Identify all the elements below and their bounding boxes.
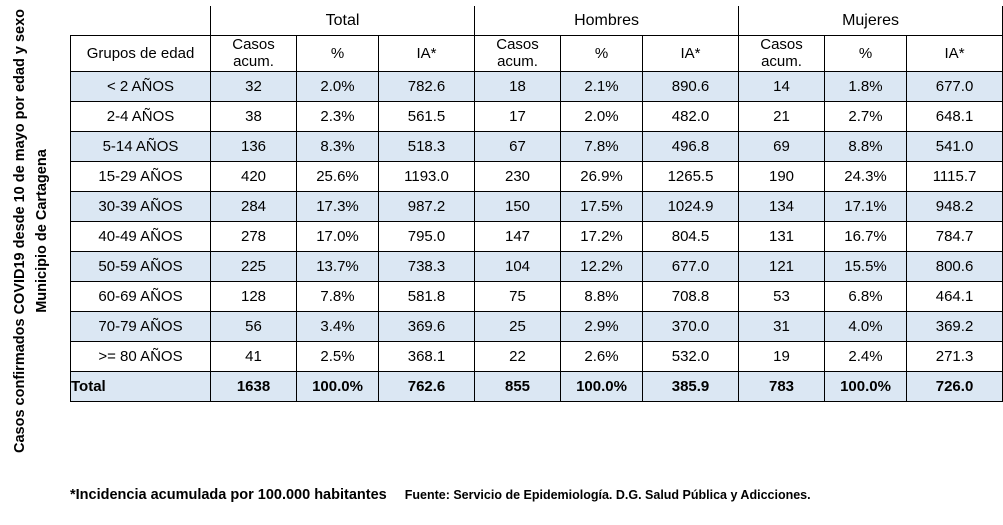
row-label: < 2 AÑOS [71,71,211,101]
footnotes [70,487,900,503]
cell-mujeres-pct: 17.1% [825,191,907,221]
cell-total-cases: 41 [211,341,297,371]
cell-mujeres-pct: 8.8% [825,131,907,161]
cell-total-cases: 420 [211,161,297,191]
cell-total-pct: 2.0% [297,71,379,101]
cell-hombres-ia: 370.0 [643,311,739,341]
cell-total-cases: 56 [211,311,297,341]
cell-total-pct: 8.3% [297,131,379,161]
row-label: 2-4 AÑOS [71,101,211,131]
cell-hombres-pct: 2.6% [561,341,643,371]
table-row [71,71,1003,101]
cell-mujeres-ia-total: 726.0 [907,371,1003,401]
side-caption-line-1: Casos confirmados COVID19 desde 10 de mayo por edad y sexo [12,8,29,454]
cell-mujeres-cases: 53 [739,281,825,311]
cell-hombres-cases: 104 [475,251,561,281]
cell-total-ia: 1193.0 [379,161,475,191]
row-label: 5-14 AÑOS [71,131,211,161]
row-label: 15-29 AÑOS [71,161,211,191]
cell-mujeres-ia: 800.6 [907,251,1003,281]
row-label: 50-59 AÑOS [71,251,211,281]
cell-mujeres-pct: 2.7% [825,101,907,131]
cell-mujeres-ia: 1115.7 [907,161,1003,191]
column-header-mujeres-pct: % [825,36,907,72]
cell-hombres-cases: 147 [475,221,561,251]
group-header-total-label: Total [325,11,360,29]
cell-hombres-pct: 2.0% [561,101,643,131]
cell-total-ia-total: 762.6 [379,371,475,401]
cell-total-pct: 17.0% [297,221,379,251]
covid-age-sex-table [70,6,1003,402]
column-header-total-ia: IA* [379,36,475,72]
group-header-mujeres-label: Mujeres [842,11,899,29]
side-caption [0,0,60,470]
group-header-mujeres [739,6,1003,36]
cell-hombres-pct: 17.2% [561,221,643,251]
row-label: 40-49 AÑOS [71,221,211,251]
row-label-total: Total [71,371,211,401]
footnote-source: Fuente: Servicio de Epidemiología. D.G. Salud Pública y Adicciones. [404,488,811,502]
group-header-total [211,6,475,36]
cell-total-pct: 13.7% [297,251,379,281]
cell-hombres-pct: 17.5% [561,191,643,221]
cell-total-ia: 738.3 [379,251,475,281]
cell-total-cases-total: 1638 [211,371,297,401]
column-header-hombres-pct: % [561,36,643,72]
row-label: 30-39 AÑOS [71,191,211,221]
cell-total-ia: 561.5 [379,101,475,131]
column-header-total-cases-line1: Casos [232,36,275,53]
cell-mujeres-ia: 648.1 [907,101,1003,131]
cell-hombres-cases: 17 [475,101,561,131]
cell-hombres-cases: 22 [475,341,561,371]
cell-mujeres-cases: 121 [739,251,825,281]
cell-mujeres-cases: 31 [739,311,825,341]
cell-mujeres-cases: 131 [739,221,825,251]
table-row [71,341,1003,371]
cell-hombres-pct: 2.9% [561,311,643,341]
sub-header-row [71,36,1003,72]
cell-mujeres-pct: 2.4% [825,341,907,371]
column-header-age-group: Grupos de edad [71,36,211,72]
column-header-hombres-ia: IA* [643,36,739,72]
cell-hombres-pct: 7.8% [561,131,643,161]
cell-hombres-pct-total: 100.0% [561,371,643,401]
cell-total-cases: 128 [211,281,297,311]
cell-mujeres-ia: 271.3 [907,341,1003,371]
table-row [71,191,1003,221]
group-header-blank [71,6,211,36]
cell-hombres-cases: 25 [475,311,561,341]
table-body [71,71,1003,401]
cell-mujeres-pct: 24.3% [825,161,907,191]
cell-total-ia: 369.6 [379,311,475,341]
column-header-total-pct: % [297,36,379,72]
cell-total-ia: 795.0 [379,221,475,251]
group-header-row [71,6,1003,36]
cell-mujeres-cases: 21 [739,101,825,131]
cell-total-pct-total: 100.0% [297,371,379,401]
cell-hombres-pct: 2.1% [561,71,643,101]
cell-total-cases: 278 [211,221,297,251]
table-row [71,281,1003,311]
table-row [71,251,1003,281]
cell-total-ia: 518.3 [379,131,475,161]
cell-total-cases: 225 [211,251,297,281]
column-header-hombres-cases [475,36,561,72]
table-row [71,101,1003,131]
cell-mujeres-cases-total: 783 [739,371,825,401]
cell-hombres-cases: 18 [475,71,561,101]
cell-mujeres-pct: 1.8% [825,71,907,101]
cell-hombres-ia: 890.6 [643,71,739,101]
column-header-mujeres-ia: IA* [907,36,1003,72]
cell-mujeres-ia: 541.0 [907,131,1003,161]
table-row [71,161,1003,191]
cell-hombres-cases-total: 855 [475,371,561,401]
cell-mujeres-pct: 4.0% [825,311,907,341]
cell-hombres-pct: 12.2% [561,251,643,281]
cell-total-ia: 368.1 [379,341,475,371]
cell-total-pct: 17.3% [297,191,379,221]
cell-total-cases: 136 [211,131,297,161]
column-header-mujeres-cases [739,36,825,72]
cell-hombres-cases: 75 [475,281,561,311]
cell-hombres-cases: 230 [475,161,561,191]
cell-hombres-pct: 8.8% [561,281,643,311]
cell-hombres-ia: 804.5 [643,221,739,251]
cell-hombres-ia: 496.8 [643,131,739,161]
cell-mujeres-ia: 464.1 [907,281,1003,311]
cell-total-pct: 25.6% [297,161,379,191]
cell-mujeres-ia: 948.2 [907,191,1003,221]
cell-total-ia: 581.8 [379,281,475,311]
cell-total-ia: 782.6 [379,71,475,101]
column-header-hombres-cases-line2: acum. [497,53,538,71]
cell-hombres-ia: 532.0 [643,341,739,371]
row-label: >= 80 AÑOS [71,341,211,371]
cell-total-pct: 7.8% [297,281,379,311]
cell-total-cases: 32 [211,71,297,101]
group-header-hombres [475,6,739,36]
cell-mujeres-cases: 69 [739,131,825,161]
column-header-mujeres-cases-line2: acum. [761,53,802,71]
cell-mujeres-pct: 15.5% [825,251,907,281]
cell-hombres-ia: 1265.5 [643,161,739,191]
cell-hombres-ia: 677.0 [643,251,739,281]
cell-mujeres-cases: 134 [739,191,825,221]
table-row [71,311,1003,341]
cell-mujeres-pct: 6.8% [825,281,907,311]
table-row [71,131,1003,161]
row-label: 60-69 AÑOS [71,281,211,311]
cell-mujeres-ia: 784.7 [907,221,1003,251]
cell-mujeres-cases: 190 [739,161,825,191]
column-header-hombres-cases-line1: Casos [496,36,539,53]
covid-age-sex-table-wrapper [70,6,977,402]
cell-mujeres-cases: 19 [739,341,825,371]
cell-total-ia: 987.2 [379,191,475,221]
cell-hombres-cases: 150 [475,191,561,221]
footnote-incidence: *Incidencia acumulada por 100.000 habitantes [70,487,387,503]
cell-total-cases: 284 [211,191,297,221]
cell-hombres-pct: 26.9% [561,161,643,191]
column-header-total-cases [211,36,297,72]
cell-total-pct: 3.4% [297,311,379,341]
cell-mujeres-ia: 677.0 [907,71,1003,101]
cell-hombres-ia: 1024.9 [643,191,739,221]
cell-total-pct: 2.3% [297,101,379,131]
cell-hombres-ia: 708.8 [643,281,739,311]
row-label: 70-79 AÑOS [71,311,211,341]
cell-mujeres-ia: 369.2 [907,311,1003,341]
table-total-row [71,371,1003,401]
cell-mujeres-pct-total: 100.0% [825,371,907,401]
cell-total-cases: 38 [211,101,297,131]
group-header-hombres-label: Hombres [574,11,639,29]
cell-hombres-ia: 482.0 [643,101,739,131]
column-header-mujeres-cases-line1: Casos [760,36,803,53]
cell-hombres-cases: 67 [475,131,561,161]
cell-mujeres-pct: 16.7% [825,221,907,251]
side-caption-line-2: Municipio de Cartagena [34,149,50,313]
table-header [71,6,1003,71]
cell-mujeres-cases: 14 [739,71,825,101]
cell-total-pct: 2.5% [297,341,379,371]
table-row [71,221,1003,251]
cell-hombres-ia-total: 385.9 [643,371,739,401]
column-header-total-cases-line2: acum. [233,53,274,71]
